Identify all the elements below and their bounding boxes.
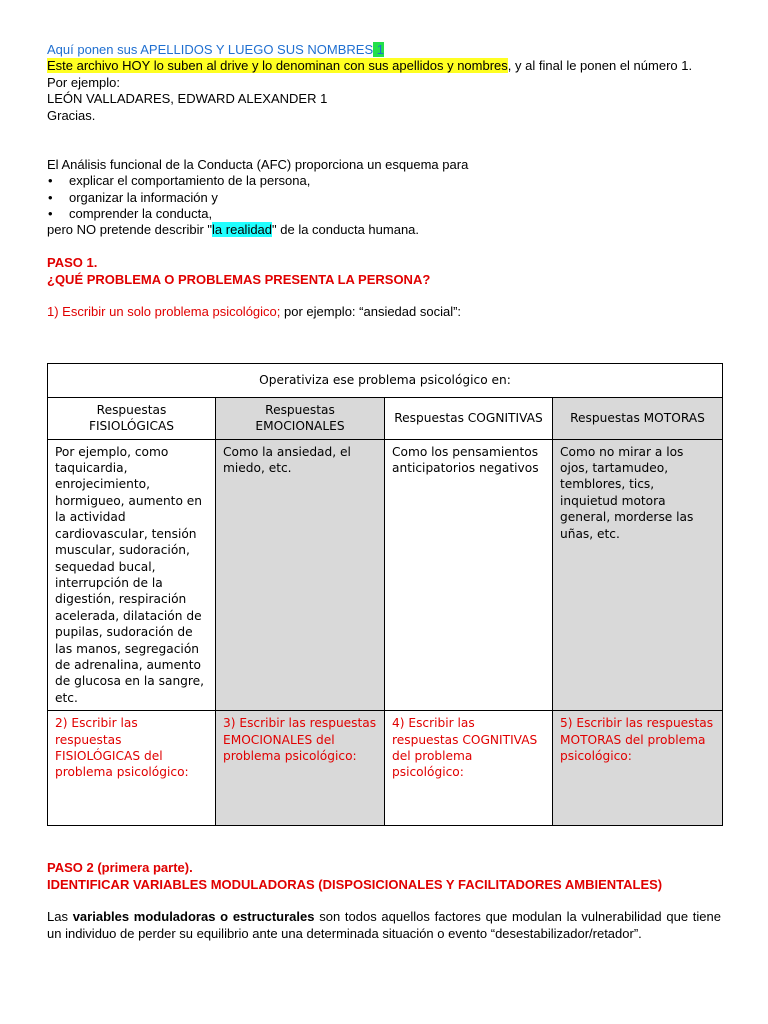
example-emocionales: Como la ansiedad, el miedo, etc. (216, 439, 385, 711)
paso1-instruction-red: 1) Escribir un solo problema psicológico; (47, 304, 281, 320)
paso2-subheading: IDENTIFICAR VARIABLES MODULADORAS (DISPOSICIONALES Y FACILITADORES AMBIENTALES) (47, 876, 663, 892)
answer-fisiologicas[interactable]: 2) Escribir las respuestas FISIOLÓGICAS del problema psicológico: (48, 711, 216, 826)
header-emocionales: Respuestas EMOCIONALES (216, 397, 385, 439)
intro-title: Aquí ponen sus APELLIDOS Y LUEGO SUS NOMBRES (47, 42, 374, 57)
afc-closing-highlight: la realidad (212, 222, 273, 238)
afc-closing-post: " de la conducta humana. (272, 222, 420, 238)
afc-closing (47, 222, 721, 238)
afc-lead: El Análisis funcional de la Conducta (AFC) proporciona un esquema para (47, 156, 469, 172)
afc-bullet: • explicar el comportamiento de la persona, (47, 173, 721, 189)
answer-cognitivas[interactable]: 4) Escribir las respuestas COGNITIVAS del problema psicológico: (385, 711, 553, 826)
answer-motoras[interactable]: 5) Escribir las respuestas MOTORAS del problema psicológico: (553, 711, 723, 826)
header-motoras: Respuestas MOTORAS (553, 397, 723, 439)
intro-line-3: Por ejemplo: (47, 74, 120, 90)
afc-bullet-list (47, 173, 721, 222)
document-page (47, 42, 721, 942)
paso1-instruction-rest: por ejemplo: “ansiedad social”: (280, 304, 462, 320)
intro-instruction-rest: , y al final le ponen el número 1. (507, 58, 693, 74)
example-fisiologicas: Por ejemplo, como taquicardia, enrojecimiento, hormigueo, aumento en la actividad cardiovascular, tensión muscular, sudoración, sequedad bucal, interrupción de la digestión, respiración acelerada, dilatación de pupilas, sudoración de las manos, segregación de adrenalina, aumento de glucosa en la sangre, etc. (48, 439, 216, 711)
answer-emocionales[interactable]: 3) Escribir las respuestas EMOCIONALES del problema psicológico: (216, 711, 385, 826)
paso2-para-rest: son todos aquellos factores que modulan la vulnerabilidad que tiene un individuo de perder su equilibrio ante una determinada situación o evento “desestabilizador/retador”. (47, 909, 721, 941)
paso2-heading: PASO 2 (primera parte). (47, 860, 193, 876)
intro-line-2 (47, 58, 721, 74)
example-motoras: Como no mirar a los ojos, tartamudeo, temblores, tics, inquietud motora general, morderse las uñas, etc. (553, 439, 723, 711)
afc-bullet: • organizar la información y (47, 190, 721, 206)
example-cognitivas: Como los pensamientos anticipatorios negativos (385, 439, 553, 711)
operationalization-table (47, 363, 723, 826)
header-fisiologicas: Respuestas FISIOLÓGICAS (48, 397, 216, 439)
afc-closing-pre: pero NO pretende describir " (47, 222, 213, 238)
paso2-para-pre: Las (47, 909, 73, 925)
intro-line-4: LEÓN VALLADARES, EDWARD ALEXANDER 1 (47, 91, 328, 107)
paso2-paragraph (47, 909, 721, 942)
intro-line-1 (47, 42, 721, 58)
intro-instruction-highlight: Este archivo HOY lo suben al drive y lo denominan con sus apellidos y nombres (47, 58, 508, 74)
paso1-heading: PASO 1. (47, 255, 98, 271)
intro-line-5: Gracias. (47, 107, 96, 123)
paso2-para-bold: variables moduladoras o estructurales (72, 909, 315, 925)
table-title: Operativiza ese problema psicológico en: (48, 363, 723, 397)
header-cognitivas: Respuestas COGNITIVAS (385, 397, 553, 439)
paso1-question: ¿QUÉ PROBLEMA O PROBLEMAS PRESENTA LA PERSONA? (47, 271, 431, 287)
afc-bullet: • comprender la conducta, (47, 206, 721, 222)
paso1-instruction (47, 304, 721, 320)
intro-number-highlight: 1 (373, 42, 384, 57)
